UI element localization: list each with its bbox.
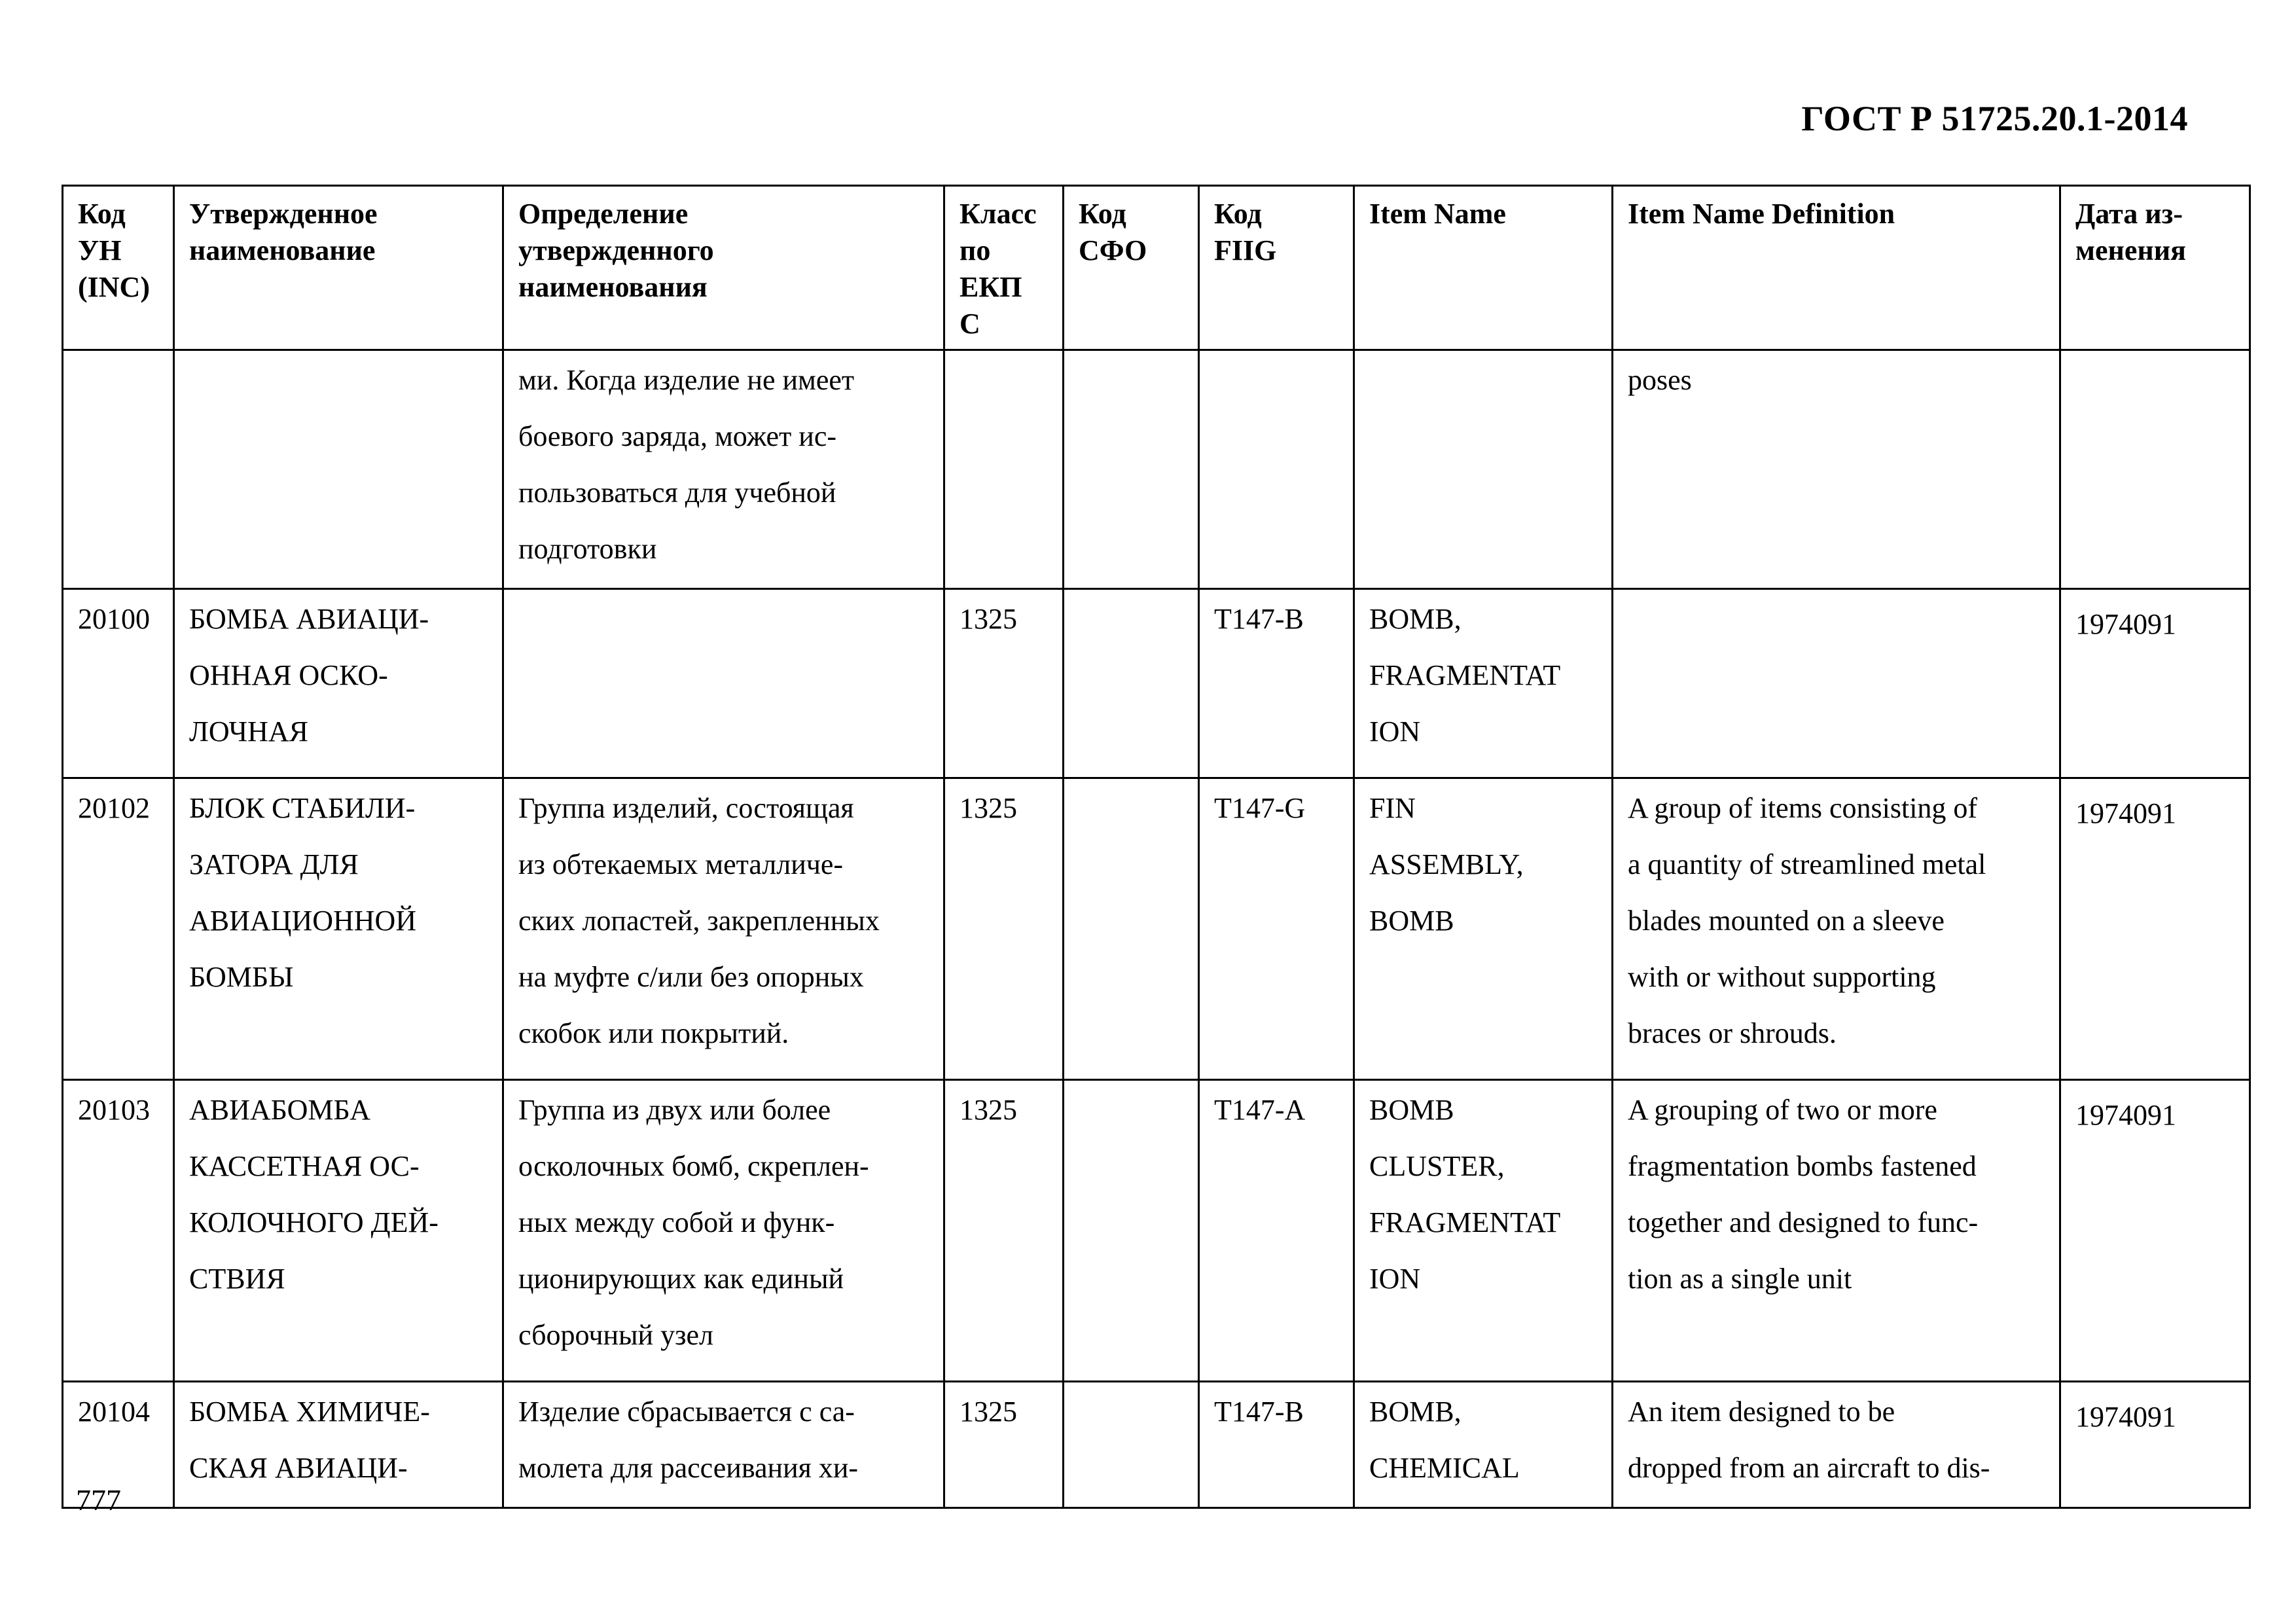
cell-definition: Изделие сбрасывается с са- молета для рассеивания хи- [503, 1382, 944, 1508]
cell-definition: Группа изделий, состоящая из обтекаемых металличе- ских лопастей, закрепленных на муфте с/или без опорных скобок или покрытий. [503, 778, 944, 1080]
table-header-row [63, 186, 2250, 350]
cell-inc: 20102 [63, 778, 174, 1080]
cell-item-name: FIN ASSEMBLY, BOMB [1354, 778, 1613, 1080]
header-change-date: Дата из- менения [2060, 186, 2250, 350]
cell-inc: 20104 [63, 1382, 174, 1508]
cell-sfo [1064, 589, 1199, 778]
cell-fiig [1199, 350, 1354, 589]
cell-sfo [1064, 1080, 1199, 1382]
cell-item-name-definition: A group of items consisting of a quantity of streamlined metal blades mounted on a sleeve with or without supporting braces or shrouds. [1613, 778, 2060, 1080]
cell-item-name-definition: A grouping of two or more fragmentation bombs fastened together and designed to func- tion as a single unit [1613, 1080, 2060, 1382]
cell-approved-name: АВИАБОМБА КАССЕТНАЯ ОС- КОЛОЧНОГО ДЕЙ- СТВИЯ [174, 1080, 503, 1382]
cell-change-date: 1974091 [2060, 778, 2250, 1080]
header-item-name: Item Name [1354, 186, 1613, 350]
cell-approved-name: БЛОК СТАБИЛИ- ЗАТОРА ДЛЯ АВИАЦИОННОЙ БОМБЫ [174, 778, 503, 1080]
cell-change-date: 1974091 [2060, 589, 2250, 778]
table-row [63, 589, 2250, 778]
cell-change-date: 1974091 [2060, 1382, 2250, 1508]
cell-inc: 20100 [63, 589, 174, 778]
cell-definition [503, 589, 944, 778]
cell-class: 1325 [944, 778, 1064, 1080]
cell-class: 1325 [944, 1382, 1064, 1508]
cell-change-date [2060, 350, 2250, 589]
cell-fiig: T147-B [1199, 589, 1354, 778]
cell-inc: 20103 [63, 1080, 174, 1382]
cell-definition: ми. Когда изделие не имеет боевого заряда, может ис- пользоваться для учебной подготовки [503, 350, 944, 589]
header-definition: Определение утвержденного наименования [503, 186, 944, 350]
cell-item-name [1354, 350, 1613, 589]
header-fiig: Код FIIG [1199, 186, 1354, 350]
cell-sfo [1064, 350, 1199, 589]
cell-class [944, 350, 1064, 589]
header-sfo: Код СФО [1064, 186, 1199, 350]
cell-approved-name: БОМБА АВИАЦИ- ОННАЯ ОСКО- ЛОЧНАЯ [174, 589, 503, 778]
item-name-table [62, 185, 2251, 1509]
cell-definition: Группа из двух или более осколочных бомб, скреплен- ных между собой и функ- ционирующих как единый сборочный узел [503, 1080, 944, 1382]
cell-class: 1325 [944, 1080, 1064, 1382]
header-inc: Код УН (INC) [63, 186, 174, 350]
header-class: Класс по ЕКП С [944, 186, 1064, 350]
cell-fiig: T147-B [1199, 1382, 1354, 1508]
cell-item-name: BOMB CLUSTER, FRAGMENTAT ION [1354, 1080, 1613, 1382]
cell-change-date: 1974091 [2060, 1080, 2250, 1382]
cell-item-name: BOMB, CHEMICAL [1354, 1382, 1613, 1508]
cell-inc [63, 350, 174, 589]
table-row [63, 1080, 2250, 1382]
cell-fiig: T147-A [1199, 1080, 1354, 1382]
cell-fiig: T147-G [1199, 778, 1354, 1080]
cell-sfo [1064, 778, 1199, 1080]
cell-item-name-definition: An item designed to be dropped from an aircraft to dis- [1613, 1382, 2060, 1508]
table-row [63, 1382, 2250, 1508]
cell-approved-name: БОМБА ХИМИЧЕ- СКАЯ АВИАЦИ- [174, 1382, 503, 1508]
header-item-name-definition: Item Name Definition [1613, 186, 2060, 350]
cell-item-name-definition: poses [1613, 350, 2060, 589]
cell-approved-name [174, 350, 503, 589]
cell-sfo [1064, 1382, 1199, 1508]
standard-designation: ГОСТ Р 51725.20.1-2014 [1801, 99, 2188, 138]
header-approved-name: Утвержденное наименование [174, 186, 503, 350]
cell-item-name-definition [1613, 589, 2060, 778]
cell-item-name: BOMB, FRAGMENTAT ION [1354, 589, 1613, 778]
page-number: 777 [76, 1483, 121, 1517]
table-row [63, 778, 2250, 1080]
cell-class: 1325 [944, 589, 1064, 778]
table-row [63, 350, 2250, 589]
